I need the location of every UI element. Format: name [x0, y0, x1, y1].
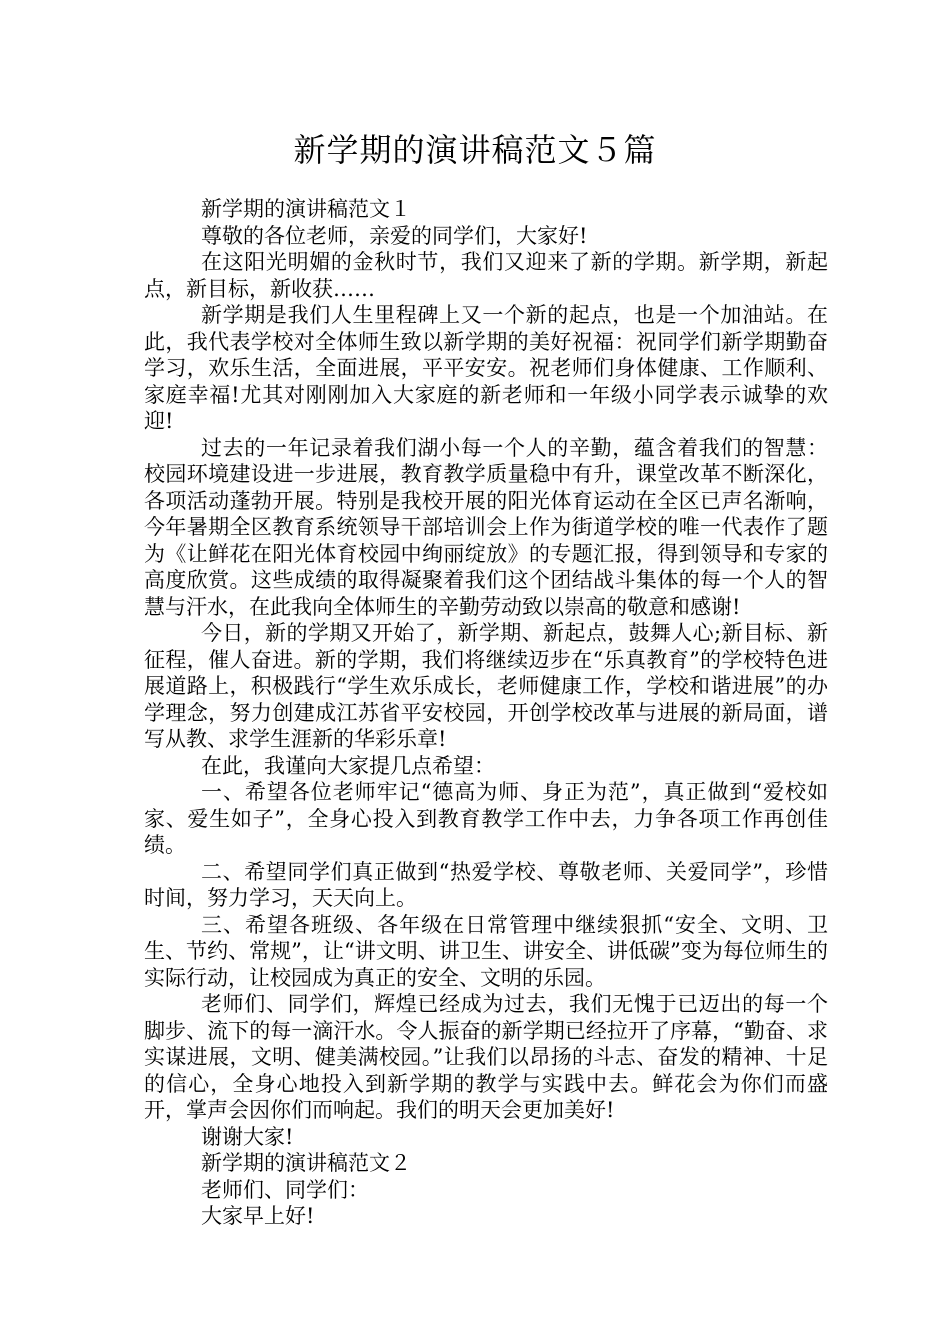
greeting-paragraph: 尊敬的各位老师，亲爱的同学们，大家好!	[201, 223, 588, 248]
body-paragraph: 今日，新的学期又开始了，新学期、新起点，鼓舞人心;新目标、新征程，催人奋进。新的学期，我们将继续迈步在“乐真教育”的学校特色进展道路上，积极践行“学生欢乐成长，老师健康工作，学校和谐进展”的办学理念，努力创建成江苏省平安校园，开创学校改革与进展的新局面，谱写从教、求学生涯新的华彩乐章!	[144, 621, 828, 751]
body-paragraph: 在这阳光明媚的金秋时节，我们又迎来了新的学期。新学期，新起点，新目标，新收获……	[144, 250, 828, 301]
body-paragraph: 新学期是我们人生里程碑上又一个新的起点，也是一个加油站。在此，我代表学校对全体师生致以新学期的美好祝福：祝同学们新学期勤奋学习，欢乐生活，全面进展，平平安安。祝老师们身体健康、工作顺利、家庭幸福!尤其对刚刚加入大家庭的新老师和一年级小同学表示诚挚的欢迎!	[144, 303, 828, 433]
body-paragraph: 老师们、同学们，辉煌已经成为过去，我们无愧于已迈出的每一个脚步、流下的每一滴汗水。令人振奋的新学期已经拉开了序幕，“勤奋、求实谋进展，文明、健美满校园。”让我们以昂扬的斗志、奋发的精神、十足的信心，全身心地投入到新学期的教学与实践中去。鲜花会为你们而盛开，掌声会因你们而响起。我们的明天会更加美好!	[144, 992, 828, 1122]
body-paragraph: 过去的一年记录着我们湖小每一个人的辛勤，蕴含着我们的智慧：校园环境建设进一步进展，教育教学质量稳中有升，课堂改革不断深化，各项活动蓬勃开展。特别是我校开展的阳光体育运动在全区已声名渐响，今年暑期全区教育系统领导干部培训会上作为街道学校的唯一代表作了题为《让鲜花在阳光体育校园中绚丽绽放》的专题汇报，得到领导和专家的高度欣赏。这些成绩的取得凝聚着我们这个团结战斗集体的每一个人的智慧与汗水，在此我向全体师生的辛勤劳动致以崇高的敬意和感谢!	[144, 435, 828, 619]
hope-item-3: 三、希望各班级、各年级在日常管理中继续狠抓“安全、文明、卫生、节约、常规”，让“讲文明、讲卫生、讲安全、讲低碳”变为每位师生的实际行动，让校园成为真正的安全、文明的乐园。	[144, 912, 828, 990]
greeting-paragraph: 老师们、同学们：	[201, 1177, 369, 1202]
greeting-paragraph: 大家早上好!	[201, 1204, 315, 1228]
section-heading-2: 新学期的演讲稿范文２	[201, 1151, 411, 1175]
section-heading-1: 新学期的演讲稿范文１	[201, 197, 411, 221]
closing-paragraph: 谢谢大家!	[201, 1124, 294, 1149]
document-body	[144, 196, 828, 1230]
hope-item-1: 一、希望各位老师牢记“德高为师、身正为范”，真正做到“爱校如家、爱生如子”，全身心投入到教育教学工作中去，力争各项工作再创佳绩。	[144, 780, 828, 857]
body-paragraph: 在此，我谨向大家提几点希望：	[201, 753, 495, 778]
hope-item-2: 二、希望同学们真正做到“热爱学校、尊敬老师、关爱同学”，珍惜时间，努力学习，天天向上。	[144, 859, 828, 910]
document-title: 新学期的演讲稿范文５篇	[293, 131, 657, 169]
